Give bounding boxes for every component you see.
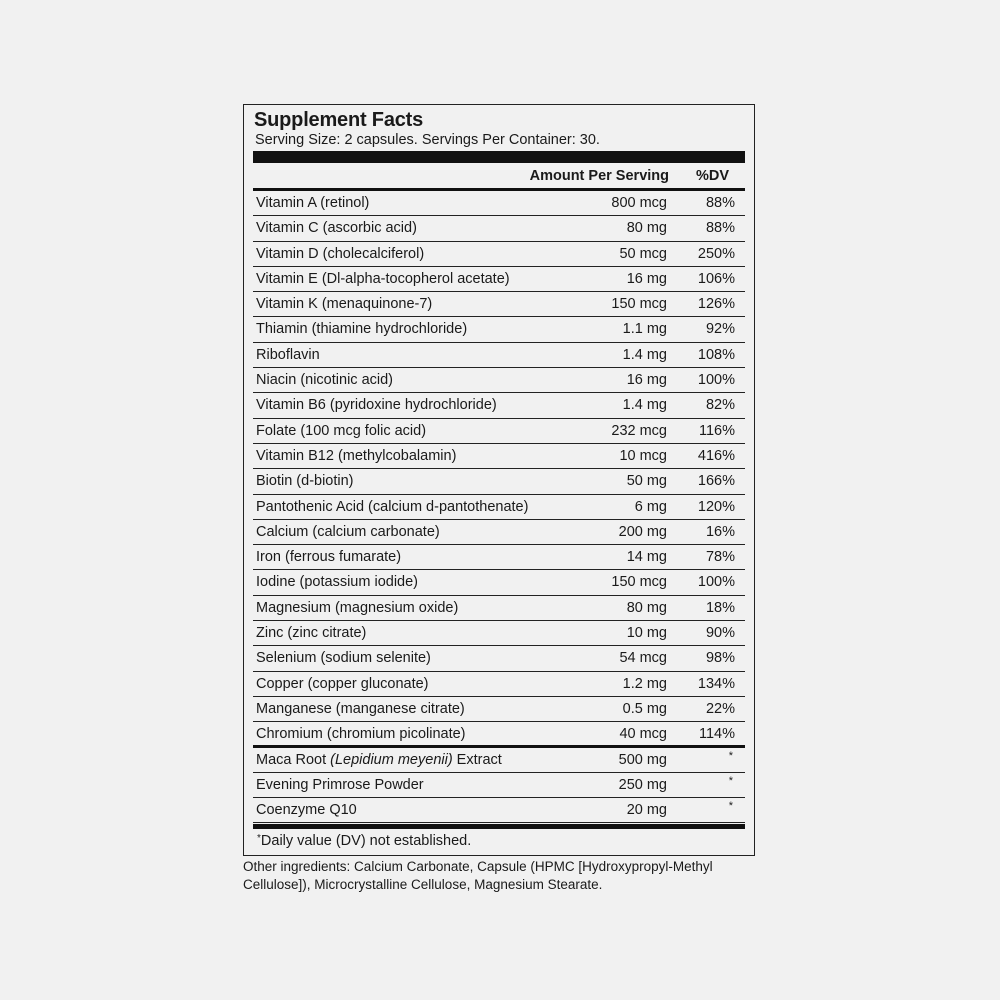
nutrient-amount: 50 mg	[626, 473, 667, 490]
nutrient-amount: 20 mg	[626, 802, 667, 819]
nutrient-name: Vitamin D (cholecalciferol)	[256, 245, 425, 262]
nutrient-dv: 90%	[705, 625, 735, 642]
nutrient-amount: 80 mg	[626, 220, 667, 237]
nutrient-amount: 80 mg	[626, 599, 667, 616]
nutrient-name: Magnesium (magnesium oxide)	[256, 599, 459, 616]
nutrient-dv: 250%	[697, 245, 735, 262]
panel-title: Supplement Facts	[254, 109, 424, 131]
nutrient-dv: 114%	[698, 726, 735, 743]
table-row	[253, 646, 745, 671]
nutrient-dv: 116%	[698, 422, 735, 439]
nutrient-amount: 50 mcg	[619, 245, 667, 262]
nutrient-name: Vitamin E (Dl-alpha-tocopherol acetate)	[256, 270, 510, 287]
nutrient-name: Zinc (zinc citrate)	[256, 625, 367, 642]
table-row	[253, 419, 745, 444]
footnote-text: Daily value (DV) not established.	[260, 833, 472, 849]
nutrient-amount: 40 mcg	[619, 726, 667, 743]
nutrient-amount: 1.4 mg	[622, 346, 667, 363]
table-row	[253, 444, 745, 469]
nutrient-name: Vitamin C (ascorbic acid)	[256, 220, 417, 237]
serving-info: Serving Size: 2 capsules. Servings Per Container: 30.	[255, 132, 600, 148]
nutrient-dv: 88%	[705, 220, 735, 237]
nutrient-dv: 120%	[697, 498, 735, 515]
table-row	[253, 520, 745, 545]
nutrient-amount: 800 mcg	[611, 195, 667, 211]
nutrient-amount: 150 mcg	[611, 574, 667, 591]
table-row	[253, 596, 745, 621]
nutrient-name: Iodine (potassium iodide)	[256, 574, 419, 591]
nutrient-amount: 10 mcg	[619, 447, 667, 464]
table-row	[253, 748, 745, 773]
nutrient-dv: *	[728, 800, 733, 813]
nutrient-amount: 1.1 mg	[622, 321, 667, 338]
nutrient-dv: 134%	[697, 675, 735, 692]
nutrient-dv: 100%	[697, 574, 735, 591]
nutrient-dv: 22%	[705, 700, 735, 717]
nutrient-name: Manganese (manganese citrate)	[256, 700, 465, 717]
table-row	[253, 343, 745, 368]
nutrient-amount: 0.5 mg	[622, 700, 667, 717]
supplement-facts-panel	[243, 104, 755, 856]
nutrient-name: Calcium (calcium carbonate)	[256, 523, 440, 540]
nutrient-dv: 88%	[705, 195, 735, 211]
nutrient-dv: 108%	[697, 346, 735, 363]
nutrient-name: Biotin (d-biotin)	[256, 473, 354, 490]
nutrient-dv: 98%	[705, 650, 735, 667]
table-row	[253, 773, 745, 798]
nutrient-amount: 232 mcg	[611, 422, 667, 439]
nutrient-name: Riboflavin	[256, 346, 320, 363]
nutrient-amount: 1.2 mg	[622, 675, 667, 692]
nutrient-name: Niacin (nicotinic acid)	[256, 372, 393, 389]
nutrient-list	[253, 191, 745, 823]
nutrient-dv: 416%	[697, 447, 735, 464]
table-row	[253, 545, 745, 570]
nutrient-amount: 500 mg	[618, 751, 667, 768]
header-dv: %DV	[695, 168, 729, 184]
nutrient-dv: 100%	[697, 372, 735, 389]
footnote-mark: *	[257, 833, 261, 844]
table-row	[253, 798, 745, 823]
nutrient-dv: *	[728, 774, 733, 787]
table-row	[253, 697, 745, 722]
nutrient-name: Folate (100 mcg folic acid)	[256, 422, 427, 439]
nutrient-dv: 16%	[705, 523, 735, 540]
nutrient-amount: 150 mcg	[611, 296, 667, 313]
table-row	[253, 570, 745, 595]
other-ingredients: Other ingredients: Calcium Carbonate, Capsule (HPMC [Hydroxypropyl-Methyl Cellulose]), Microcrystalline Cellulose, Magnesium Stearate.	[243, 859, 713, 892]
nutrient-amount: 16 mg	[626, 372, 667, 389]
nutrient-dv: 82%	[705, 397, 735, 414]
nutrient-name: Pantothenic Acid (calcium d-pantothenate)	[256, 498, 529, 515]
divider-footer	[253, 824, 745, 829]
nutrient-amount: 200 mg	[618, 523, 667, 540]
nutrient-name-prefix: Coenzyme Q10	[256, 802, 357, 819]
nutrient-amount: 16 mg	[626, 270, 667, 287]
table-row	[253, 216, 745, 241]
table-row	[253, 393, 745, 418]
nutrient-dv: *	[728, 749, 733, 762]
column-header-row	[253, 163, 745, 191]
table-row	[253, 672, 745, 697]
nutrient-amount: 6 mg	[634, 498, 667, 515]
nutrient-dv: 92%	[705, 321, 735, 338]
table-row	[253, 292, 745, 317]
nutrient-name: Iron (ferrous fumarate)	[256, 549, 402, 566]
nutrient-name: Selenium (sodium selenite)	[256, 650, 431, 667]
table-row	[253, 621, 745, 646]
header-amount: Amount Per Serving	[529, 168, 669, 184]
nutrient-amount: 1.4 mg	[622, 397, 667, 414]
table-row	[253, 368, 745, 393]
nutrient-amount: 10 mg	[626, 625, 667, 642]
table-row	[253, 191, 745, 216]
nutrient-name: Thiamin (thiamine hydrochloride)	[256, 321, 468, 338]
nutrient-amount: 14 mg	[626, 549, 667, 566]
nutrient-dv: 106%	[697, 270, 735, 287]
nutrient-name-italic: (Lepidium meyenii)	[330, 751, 453, 768]
nutrient-name: Vitamin B12 (methylcobalamin)	[256, 447, 457, 464]
nutrient-dv: 78%	[705, 549, 735, 566]
footnote	[257, 833, 471, 849]
nutrient-name	[256, 777, 424, 793]
nutrient-name: Vitamin B6 (pyridoxine hydrochloride)	[256, 397, 497, 414]
table-row	[253, 495, 745, 520]
nutrient-name	[256, 802, 357, 818]
table-row	[253, 722, 745, 747]
nutrient-name: Vitamin A (retinol)	[256, 195, 370, 211]
nutrient-name: Copper (copper gluconate)	[256, 675, 429, 692]
table-row	[253, 242, 745, 267]
nutrient-name	[256, 752, 502, 768]
nutrient-name: Vitamin K (menaquinone-7)	[256, 296, 433, 313]
table-row	[253, 469, 745, 494]
table-row	[253, 267, 745, 292]
nutrient-dv: 18%	[705, 599, 735, 616]
nutrient-dv: 126%	[697, 296, 735, 313]
nutrient-name-prefix: Maca Root	[256, 751, 331, 768]
nutrient-name: Chromium (chromium picolinate)	[256, 726, 466, 743]
nutrient-name-prefix: Evening Primrose Powder	[256, 776, 424, 793]
nutrient-amount: 250 mg	[618, 776, 667, 793]
nutrient-amount: 54 mcg	[619, 650, 667, 667]
table-row	[253, 317, 745, 342]
divider-thick	[253, 151, 745, 163]
nutrient-name-suffix: Extract	[452, 751, 502, 768]
nutrient-dv: 166%	[697, 473, 735, 490]
